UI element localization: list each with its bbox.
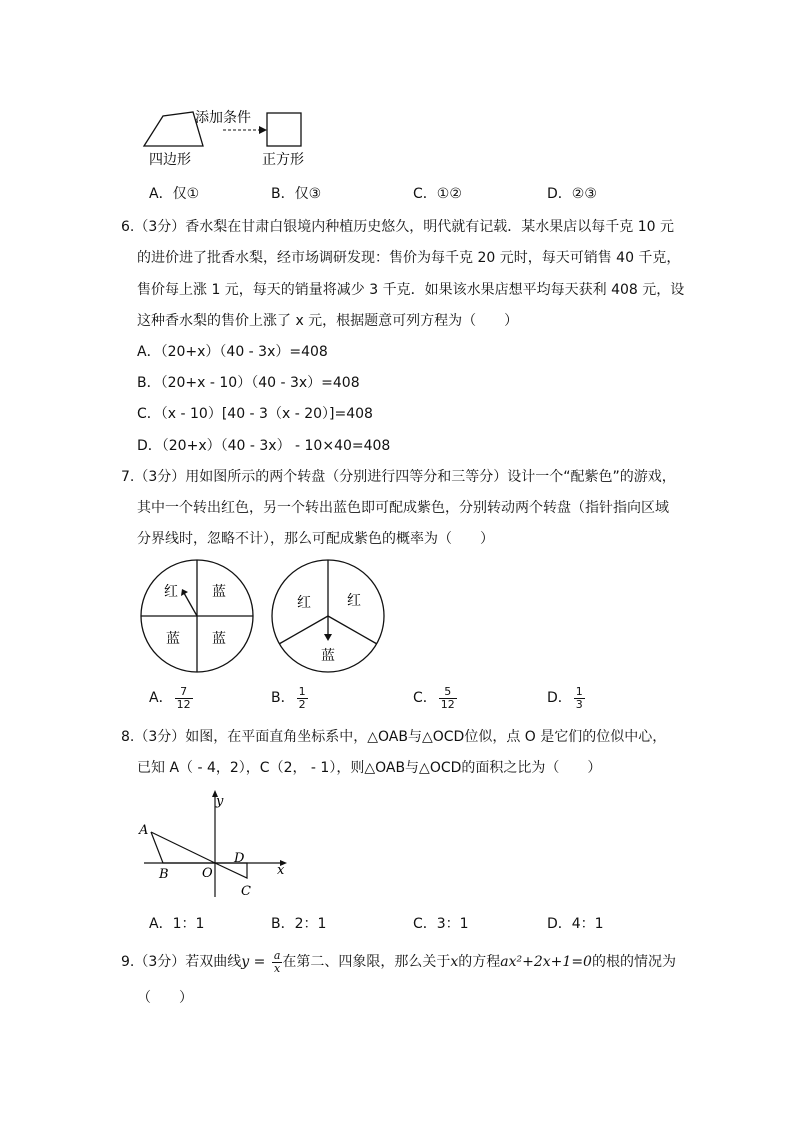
q7-option-d[interactable] (547, 684, 585, 712)
point-a-label: A (139, 823, 149, 838)
spinner-three-parts (270, 557, 390, 677)
spinner2-sector-bottom: 蓝 (321, 648, 335, 664)
point-d-label: D (234, 851, 245, 866)
q6-line-4: 这种香水梨的售价上涨了 x 元，根据题意可列方程为（ ） (137, 313, 519, 329)
q7-option-d-label: D． (547, 690, 572, 706)
point-c-label: C (241, 884, 251, 899)
q8-option-a[interactable]: A．1：1 (149, 916, 205, 932)
q5-option-a[interactable]: A．仅① (149, 186, 200, 202)
q9-answer-paren: （ ） (137, 990, 193, 1006)
q5-option-d[interactable]: D．②③ (547, 186, 597, 202)
q8-coordinate-figure (130, 785, 300, 905)
q9-middle: 在第二、四象限，那么关于 (282, 954, 451, 970)
q6-line-3: 售价每上涨 1 元，每天的销量将减少 3 千克．如果该水果店想平均每天获利 408 元，设 (137, 282, 685, 298)
q9-x-var: x (450, 954, 459, 970)
q7-line-2: 其中一个转出红色，另一个转出蓝色即可配成紫色，分别转动两个转盘（指针指向区域 (137, 500, 669, 516)
fraction-numerator: 1 (298, 684, 306, 698)
q6-option-d[interactable]: D．（20+x）（40 - 3x） - 10×40=408 (137, 438, 391, 454)
fraction-numerator: 1 (575, 684, 583, 698)
q7-option-c-label: C． (413, 690, 437, 706)
triangle-oab (151, 832, 215, 863)
fraction-denominator: 3 (575, 697, 583, 711)
q8-line-1: 8.（3分）如图，在平面直角坐标系中，△OAB与△OCD位似，点 O 是它们的位似中心， (121, 729, 667, 745)
q7-option-d-fraction (574, 686, 585, 711)
q6-option-c[interactable]: C．（x - 10）[40 - 3（x - 20）]=408 (137, 406, 373, 422)
q7-option-b-label: B． (271, 690, 295, 706)
q6-option-a[interactable]: A．（20+x）（40 - 3x）=408 (137, 344, 328, 360)
spinner2-sector-right: 红 (347, 593, 361, 609)
q5-figure (135, 100, 335, 172)
q7-option-c-fraction (439, 686, 457, 711)
q7-option-b[interactable] (271, 684, 308, 712)
q9-equals: = (249, 954, 270, 970)
q5-option-b[interactable]: B．仅③ (271, 186, 322, 202)
q8-option-b[interactable]: B．2：1 (271, 916, 327, 932)
square-shape (267, 113, 301, 146)
q6-line-2: 的进价进了批香水梨，经市场调研发现：售价为每千克 20 元时，每天可销售 40 千克， (137, 250, 681, 266)
arrow-label: 添加条件 (195, 110, 251, 126)
fraction-denominator: 12 (176, 697, 191, 711)
q9-equation: ax²+2x+1=0 (500, 954, 592, 970)
q8-option-d[interactable]: D．4：1 (547, 916, 604, 932)
q7-option-c[interactable] (413, 684, 457, 712)
spinner1-sector-tl: 红 (164, 584, 178, 600)
q9-y-var: y (241, 954, 250, 970)
spinner1-sector-bl: 蓝 (166, 631, 180, 647)
spinner-four-parts (138, 557, 258, 677)
fraction-denominator: 12 (440, 697, 455, 711)
spinner2-sector-left: 红 (297, 595, 311, 611)
q9-prefix: 9.（3分）若双曲线 (121, 954, 242, 970)
q7-line-1: 7.（3分）用如图所示的两个转盘（分别进行四等分和三等分）设计一个“配紫色”的游戏， (121, 469, 676, 485)
fraction-numerator: 7 (175, 686, 193, 699)
q9-suffix: 的根的情况为 (591, 954, 676, 970)
fraction-numerator: a (273, 948, 281, 962)
spinner1-sector-tr: 蓝 (212, 584, 226, 600)
q9-line-1 (121, 947, 676, 977)
pointer-line (184, 593, 197, 616)
arrow-head-icon (259, 126, 267, 134)
q7-option-b-fraction (297, 686, 308, 711)
q7-option-a-label: A． (149, 690, 173, 706)
q8-option-c[interactable]: C．3：1 (413, 916, 469, 932)
q9-middle2: 的方程 (458, 954, 501, 970)
q6-line-1: 6.（3分）香水梨在甘肃白银境内种植历史悠久，明代就有记载．某水果店以每千克 10 元 (121, 219, 674, 235)
q7-option-a-fraction (175, 686, 193, 711)
q6-option-b[interactable]: B．（20+x - 10）（40 - 3x）=408 (137, 375, 360, 391)
right-caption: 正方形 (262, 152, 304, 168)
pointer-arrow-icon (324, 634, 332, 641)
q7-option-a[interactable] (149, 684, 193, 712)
left-caption: 四边形 (149, 152, 191, 168)
fraction-denominator: 2 (298, 697, 306, 711)
q8-line-2: 已知 A（ - 4，2），C（2， - 1），则△OAB与△OCD的面积之比为（ ） (137, 760, 602, 776)
spinner1-sector-br: 蓝 (212, 631, 226, 647)
fraction-denominator: x (274, 961, 281, 975)
fraction-numerator: 5 (439, 686, 457, 699)
q5-option-c[interactable]: C．①② (413, 186, 462, 202)
q7-line-3: 分界线时，忽略不计），那么可配成紫色的概率为（ ） (137, 531, 494, 547)
y-label: y (216, 794, 224, 809)
q9-fraction (272, 950, 283, 975)
point-b-label: B (159, 867, 169, 882)
x-label: x (277, 863, 285, 878)
point-o-label: O (202, 866, 213, 881)
